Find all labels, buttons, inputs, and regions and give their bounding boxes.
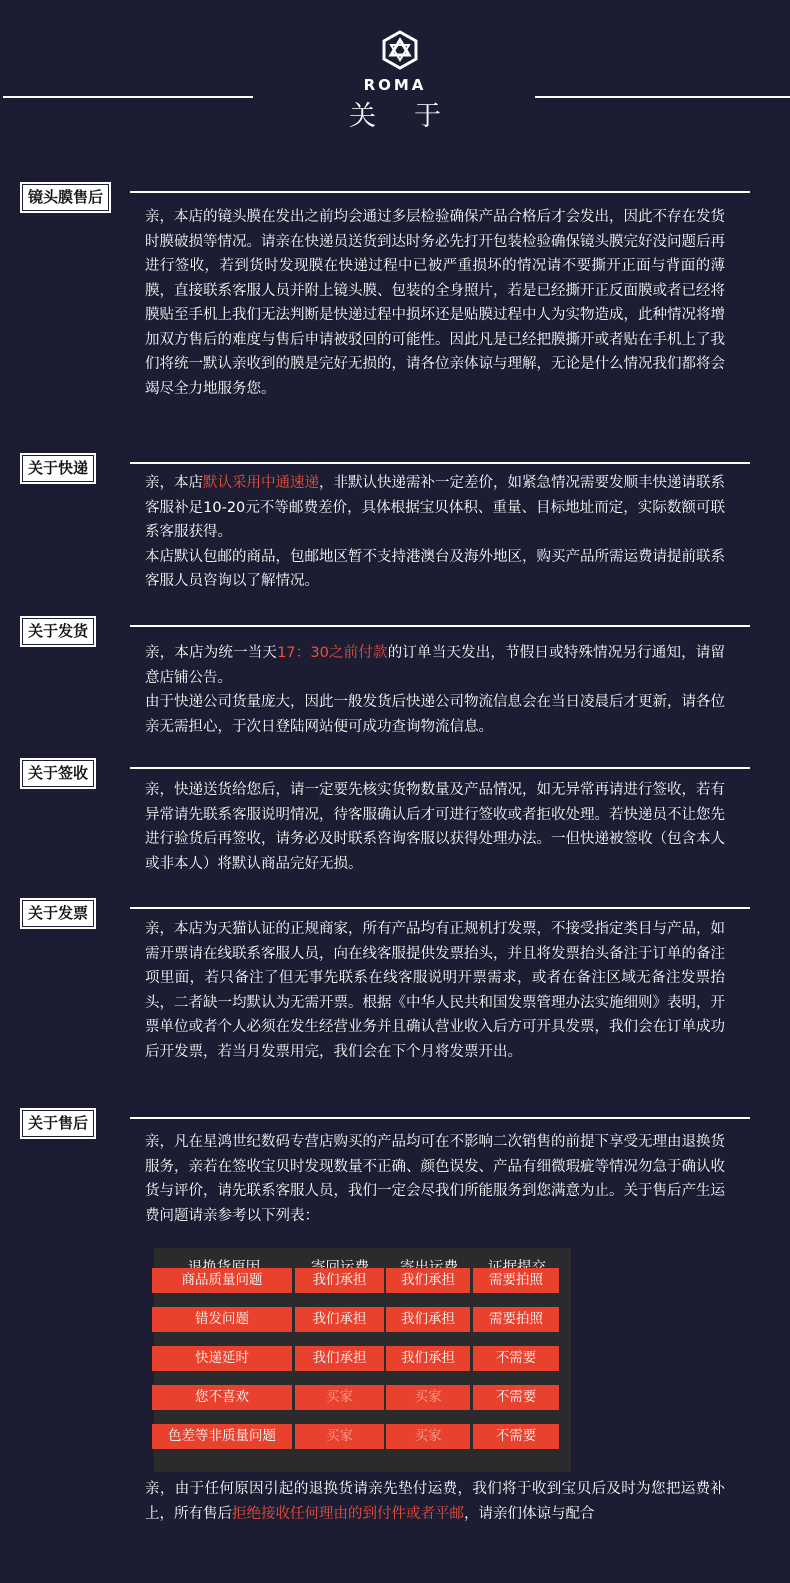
table-cell: 商品质量问题 [152,1268,292,1293]
paragraph: 亲，本店为天猫认证的正规商家，所有产品均有正规机打发票，不接受指定类目与产品，如需开票请在线联系客服人员，向在线客服提供发票抬头，并且将发票抬头备注于订单的备注项里面，若只备注了但无事先联系在线客服说明开票需求，或者在备注区域无备注发票抬头，二者缺一均默认为无需开票。根据《中华人民共和国发票管理办法实施细则》表明，开票单位或者个人必须在发生经营业务并且确认营业收入后方可开具发票，我们会在订单成功后开发票，若当月发票用完，我们会在下个月将发票开出。 [145,921,725,1060]
table-cell: 买家 [386,1424,470,1449]
table-cell: 买家 [295,1385,384,1410]
section-rule [130,191,750,193]
section-rule [130,907,750,909]
page-header [0,0,790,140]
section-shipping-text [145,641,725,739]
highlight-text: 默认采用中通速递 [203,475,319,491]
table-cell: 我们承担 [386,1307,470,1332]
section-lens-film-text [145,205,725,401]
section-tag: 关于发票 [20,898,96,929]
section-rule [130,1117,750,1119]
after-sales-footer-text [145,1477,725,1526]
paragraph: 由于快递公司货量庞大，因此一般发货后快递公司物流信息会在当日凌晨后才更新，请各位亲无需担心，于次日登陆网站便可成功查询物流信息。 [145,694,725,735]
brand-name: ROMA [363,76,427,94]
paragraph: 亲，本店为统一当天17：30之前付款的订单当天发出，节假日或特殊情况另行通知，请留意店铺公告。 [145,645,726,686]
page-title: 关于 [349,101,479,132]
paragraph: 亲，本店默认采用中通速递，非默认快递需补一定差价，如紧急情况需要发顺丰快递请联系客服补足10-20元不等邮费差价，具体根据宝贝体积、重量、目标地址而定，实际数额可联系客服获得。 [145,475,725,540]
section-tag: 关于签收 [20,758,96,789]
section-rule [130,462,750,464]
paragraph: 亲，由于任何原因引起的退换货请亲先垫付运费，我们将于收到宝贝后及时为您把运费补上，所有售后拒绝接收任何理由的到付件或者平邮，请亲们体谅与配合 [145,1481,725,1522]
table-cell: 我们承担 [295,1268,384,1293]
section-tag: 镜头膜售后 [20,182,111,213]
table-cell: 我们承担 [386,1268,470,1293]
table-cell: 我们承担 [386,1346,470,1371]
table-cell: 我们承担 [295,1346,384,1371]
paragraph: 亲，本店的镜头膜在发出之前均会通过多层检验确保产品合格后才会发出，因此不存在发货时膜破损等情况。请亲在快递员送货到达时务必先打开包装检验确保镜头膜完好没问题后再进行签收，若到货时发现膜在快递过程中已被严重损坏的情况请不要撕开正面与背面的薄膜，直接联系客服人员并附上镜头膜、包装的全身照片，若是已经撕开正反面膜或者已经将膜贴至手机上我们无法判断是快递过程中损坏还是贴膜过程中人为实物造成，此种情况将增加双方售后的难度与售后申请被驳回的可能性。因此凡是已经把膜撕开或者贴在手机上了我们将统一默认亲收到的膜是完好无损的，请各位亲体谅与理解，无论是什么情况我们都将会竭尽全力地服务您。 [145,209,725,397]
section-rule [130,767,750,769]
highlight-text: 17：30之前付款 [277,645,388,661]
section-after-sales-text [145,1130,725,1228]
table-cell: 需要拍照 [473,1307,559,1332]
table-cell: 我们承担 [295,1307,384,1332]
table-cell: 色差等非质量问题 [152,1424,292,1449]
paragraph: 亲，凡在星鸿世纪数码专营店购买的产品均可在不影响二次销售的前提下享受无理由退换货服务，亲若在签收宝贝时发现数量不正确、颜色误发、产品有细微瑕疵等情况勿急于确认收货与评价，请先联系客服人员，我们一定会尽我们所能服务到您满意为止。关于售后产生运费问题请亲参考以下列表： [145,1134,725,1224]
section-rule [130,625,750,627]
table-cell: 不需要 [473,1346,559,1371]
table-cell: 买家 [386,1385,470,1410]
roma-logo-icon [380,30,420,70]
table-cell: 不需要 [473,1385,559,1410]
table-cell: 快递延时 [152,1346,292,1371]
table-cell: 买家 [295,1424,384,1449]
paragraph: 本店默认包邮的商品，包邮地区暂不支持港澳台及海外地区，购买产品所需运费请提前联系客服人员咨询以了解情况。 [145,548,725,589]
section-invoice-text [145,917,725,1064]
table-cell: 您不喜欢 [152,1385,292,1410]
section-tag: 关于快递 [20,453,96,484]
section-tag: 关于发货 [20,616,96,647]
section-tag: 关于售后 [20,1108,96,1139]
return-policy-table [154,1248,571,1472]
table-cell: 不需要 [473,1424,559,1449]
section-delivery-text [145,471,725,594]
paragraph: 亲，快递送货给您后，请一定要先核实货物数量及产品情况，如无异常再请进行签收，若有异常请先联系客服说明情况，待客服确认后才可进行签收或者拒收处理。若快递员不让您先进行验货后再签收，请务必及时联系咨询客服以获得处理办法。一但快递被签收（包含本人或非本人）将默认商品完好无损。 [145,782,725,872]
highlight-text: 拒绝接收任何理由的到付件或者平邮 [232,1505,464,1522]
table-cell: 需要拍照 [473,1268,559,1293]
section-receipt-text [145,778,725,876]
table-cell: 错发问题 [152,1307,292,1332]
